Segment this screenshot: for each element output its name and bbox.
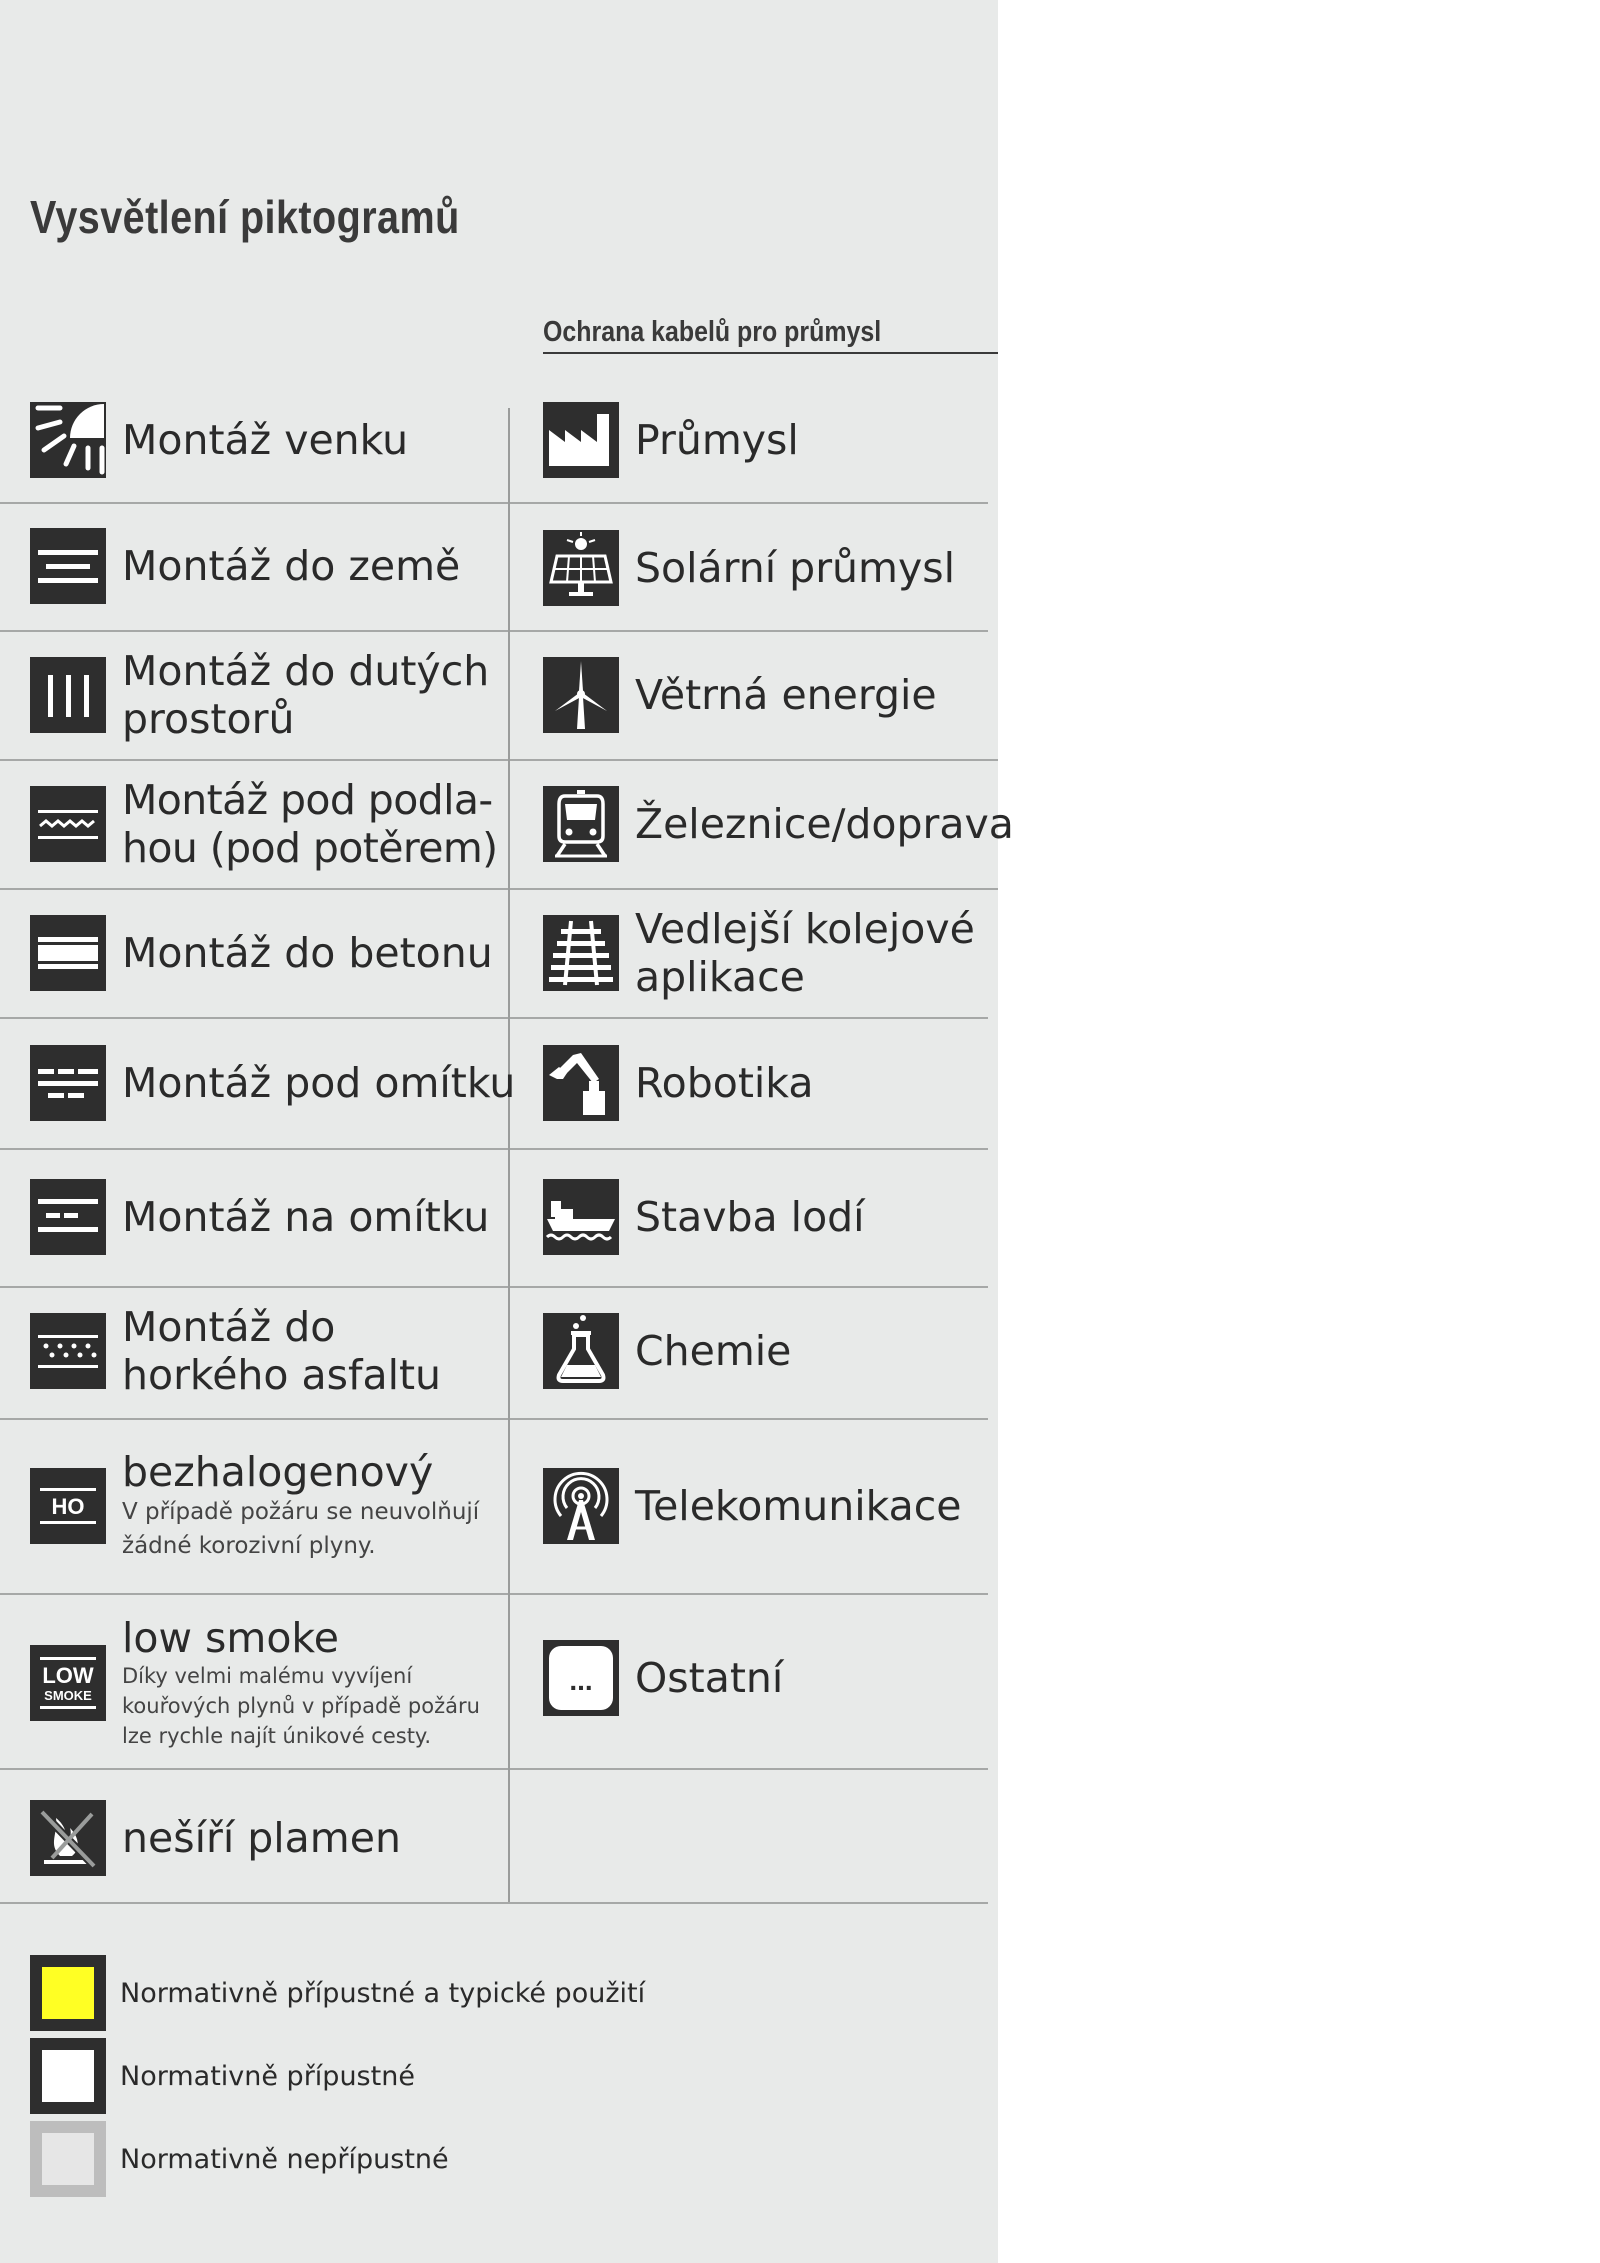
list-item — [543, 1313, 791, 1389]
outdoor-sun-icon — [30, 402, 106, 478]
legend-label: Normativně přípustné — [120, 2060, 415, 2092]
list-item — [543, 402, 799, 478]
list-item — [30, 1613, 480, 1753]
row-separator — [0, 630, 508, 632]
row-separator — [0, 1902, 988, 1904]
svg-text:SMOKE: SMOKE — [44, 1688, 92, 1703]
robot-arm-icon — [543, 1045, 619, 1121]
row-separator — [0, 1768, 508, 1770]
antenna-icon — [543, 1468, 619, 1544]
item-label: Montáž do země — [122, 542, 461, 590]
svg-text:LOW: LOW — [42, 1663, 94, 1688]
railway-icon — [543, 786, 619, 862]
section-header — [543, 316, 998, 354]
item-label: Chemie — [635, 1327, 792, 1375]
row-separator — [510, 502, 988, 504]
row-separator — [0, 1593, 508, 1595]
row-separator — [510, 1286, 988, 1288]
row-separator — [510, 1418, 988, 1420]
list-item — [543, 657, 937, 733]
in-concrete-icon — [30, 915, 106, 991]
item-label: Solární průmysl — [635, 544, 955, 592]
solar-icon — [543, 530, 619, 606]
list-item — [543, 530, 955, 606]
item-label: Montáž na omítku — [122, 1193, 490, 1241]
row-separator — [510, 630, 988, 632]
list-item — [30, 915, 493, 991]
item-label: Ostatní — [635, 1654, 784, 1702]
legend-item-typical — [30, 1955, 645, 2031]
item-label: Montáž do betonu — [122, 929, 493, 977]
item-label: Montáž pod omítku — [122, 1059, 516, 1107]
item-label: Průmysl — [635, 416, 799, 464]
item-label: Montáž do horkého asfaltu — [122, 1303, 442, 1399]
hot-asphalt-icon — [30, 1313, 106, 1389]
list-item — [543, 1468, 962, 1544]
item-description: V případě požáru se neuvolňují žádné korozivní plyny. — [122, 1498, 480, 1559]
under-plaster-icon — [30, 1045, 106, 1121]
column-divider — [508, 408, 510, 1904]
row-separator — [510, 888, 998, 890]
list-item — [30, 402, 408, 478]
row-separator — [510, 1017, 988, 1019]
legend-swatch-fill — [42, 2133, 94, 2185]
row-separator — [510, 1593, 988, 1595]
item-textblock — [122, 1615, 480, 1751]
item-label: Montáž pod podla- hou (pod potěrem) — [122, 776, 498, 872]
rail-track-icon — [543, 915, 619, 991]
in-ground-icon — [30, 528, 106, 604]
under-floor-icon — [30, 786, 106, 862]
item-description: Díky velmi malému vyvíjení kouřových plynů v případě požáru lze rychle najít únikové cesty. — [122, 1664, 480, 1748]
list-item — [30, 776, 498, 872]
legend-swatch — [30, 2121, 106, 2197]
low-smoke-icon — [30, 1645, 106, 1721]
more-icon — [543, 1640, 619, 1716]
list-item — [30, 528, 460, 604]
row-separator — [0, 1017, 508, 1019]
list-item — [543, 1179, 865, 1255]
chemistry-flask-icon — [543, 1313, 619, 1389]
item-label: Robotika — [635, 1059, 814, 1107]
item-label: low smoke — [122, 1614, 339, 1662]
item-label: Železnice/doprava — [635, 800, 1014, 848]
list-item — [30, 1179, 489, 1255]
list-item — [30, 647, 490, 743]
legend-item-permissible — [30, 2038, 415, 2114]
wind-turbine-icon — [543, 657, 619, 733]
item-textblock — [122, 1449, 479, 1563]
list-item — [543, 905, 975, 1001]
list-item — [30, 1045, 515, 1121]
industry-icon — [543, 402, 619, 478]
list-item — [30, 1800, 401, 1876]
list-item — [30, 1443, 479, 1568]
item-label: Stavba lodí — [635, 1193, 865, 1241]
legend-swatch-fill — [42, 1967, 94, 2019]
item-label: Větrná energie — [635, 671, 937, 719]
section-header-text: Ochrana kabelů pro průmysl — [543, 316, 882, 348]
list-item — [543, 786, 1014, 862]
list-item — [543, 1045, 813, 1121]
halogen-free-icon — [30, 1468, 106, 1544]
item-label: Montáž venku — [122, 416, 409, 464]
row-separator — [0, 888, 508, 890]
row-separator — [510, 1148, 988, 1150]
on-plaster-icon — [30, 1179, 106, 1255]
item-label: Telekomunikace — [635, 1482, 962, 1530]
flame-retardant-icon — [30, 1800, 106, 1876]
legend-item-not-permissible — [30, 2121, 449, 2197]
row-separator — [0, 502, 508, 504]
svg-text:...: ... — [569, 1665, 593, 1696]
item-label: nešíří plamen — [122, 1814, 401, 1862]
row-separator — [0, 1148, 508, 1150]
legend-label: Normativně nepřípustné — [120, 2143, 449, 2175]
list-item — [30, 1303, 442, 1399]
page-title: Vysvětlení piktogramů — [30, 191, 460, 243]
row-separator — [0, 1418, 508, 1420]
svg-text:HO: HO — [51, 1493, 85, 1519]
row-separator — [510, 1768, 988, 1770]
row-separator — [0, 1286, 508, 1288]
item-label: Vedlejší kolejové aplikace — [635, 905, 975, 1001]
legend-label: Normativně přípustné a typické použití — [120, 1977, 646, 2009]
row-separator — [510, 759, 998, 761]
cavity-wall-icon — [30, 657, 106, 733]
list-item — [543, 1640, 783, 1716]
row-separator — [0, 759, 508, 761]
item-label: bezhalogenový — [122, 1447, 434, 1496]
legend-swatch — [30, 1955, 106, 2031]
legend-swatch-fill — [42, 2050, 94, 2102]
legend-swatch — [30, 2038, 106, 2114]
item-label: Montáž do dutých prostorů — [122, 647, 490, 743]
ship-icon — [543, 1179, 619, 1255]
